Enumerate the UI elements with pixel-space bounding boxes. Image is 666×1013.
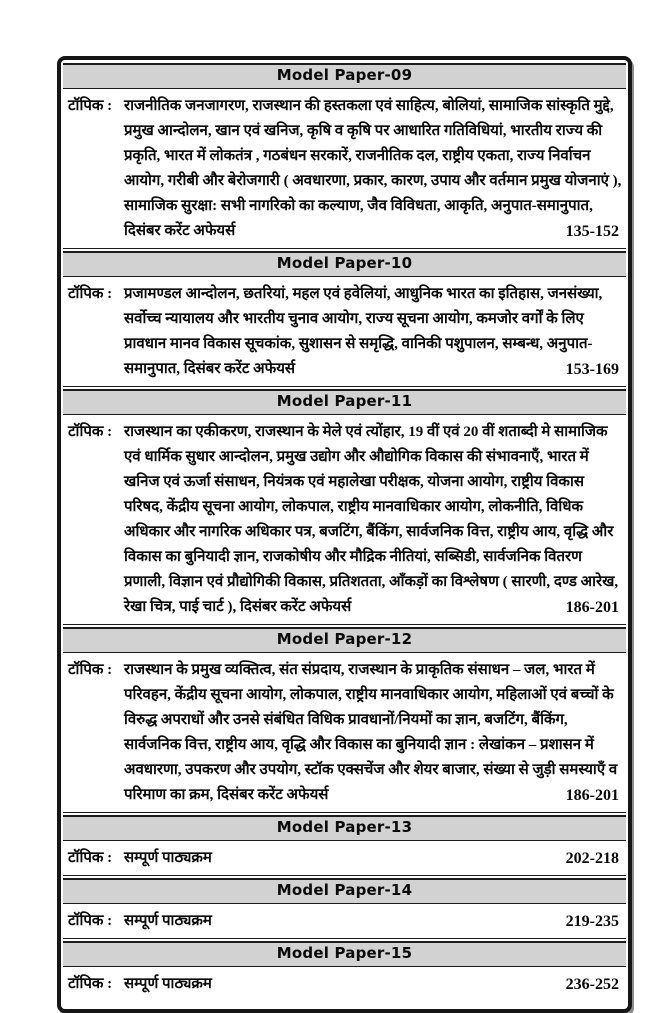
topic-text: प्रजामण्डल आन्दोलन, छतरियां, महल एवं हवेलियां, आधुनिक भारत का इतिहास, जनसंख्या, सर्वोच्च न्यायालय और भारतीय चुनाव आयोग, राज्य सूचना आयोग, कमजोर वर्गों के लिए प्रावधान मानव विकास सूचकांक, सुशासन से समृद्धि, वानिकी पशुपालन, सम्बन्ध, अनुपात-समानुपात, दिसंबर करेंट अफेयर्स [124,286,603,377]
topic-label: टॉपिक : [68,424,113,440]
section-header [63,878,626,904]
page-range: 135-152 [565,223,619,240]
topic-paragraph [68,909,623,934]
section-title: Model Paper-09 [276,66,413,84]
topic-label: टॉपिक : [68,850,113,866]
page-range: 219-235 [565,913,619,930]
section-body [63,277,626,386]
section-title: Model Paper-13 [276,818,413,836]
section-body [63,653,626,812]
model-paper-section [63,248,626,386]
section-body [63,89,626,248]
model-paper-section [63,624,626,812]
topic-paragraph [68,658,623,808]
topic-text: सम्पूर्ण पाठ्यक्रम [124,976,212,992]
topic-label: टॉपिक : [68,976,113,992]
section-title: Model Paper-15 [276,944,413,962]
section-title: Model Paper-12 [276,630,413,648]
topic-label: टॉपिक : [68,662,113,678]
topic-label: टॉपिक : [68,913,113,929]
section-header [63,627,626,653]
model-paper-section [63,386,626,624]
section-header [63,251,626,277]
page-range: 202-218 [565,850,619,867]
model-paper-section [63,938,626,1001]
model-paper-section [63,875,626,938]
topic-label: टॉपिक : [68,286,113,302]
topic-paragraph [68,94,623,244]
model-paper-section [63,63,626,248]
section-header [63,815,626,841]
topic-paragraph [68,846,623,871]
topic-text: राजस्थान के प्रमुख व्यक्तित्व, संत संप्रदाय, राजस्थान के प्राकृतिक संसाधन – जल, भारत में परिवहन, केंद्रीय सूचना आयोग, लोकपाल, राष्ट्रीय मानवाधिकार आयोग, महिलाओं एवं बच्चों के विरुद्ध अपराधों और उनसे संबंधित विधिक प्रावधानों/नियमों का ज्ञान, बजटिंग, बैंकिंग, सार्वजनिक वित्त, राष्ट्रीय आय, वृद्धि और विकास का बुनियादी ज्ञान : लेखांकन – प्रशासन में अवधारणा, उपकरण और उपयोग, स्टॉक एक्सचेंज और शेयर बाजार, संख्या से जुड़ी समस्याएँ व परिमाण का क्रम, दिसंबर करेंट अफेयर्स [124,662,618,803]
section-body [63,841,626,875]
section-body [63,904,626,938]
section-body [63,967,626,1001]
topic-text: सम्पूर्ण पाठ्यक्रम [124,850,212,866]
section-body [63,415,626,624]
topic-paragraph [68,282,623,382]
section-header [63,63,626,89]
topic-label: टॉपिक : [68,98,113,114]
page-range: 236-252 [565,976,619,993]
page-range: 186-201 [565,787,619,804]
model-paper-section [63,812,626,875]
topic-paragraph [68,972,623,997]
section-title: Model Paper-10 [276,254,413,272]
section-title: Model Paper-14 [276,881,413,899]
document-frame [57,56,632,1013]
topic-text: राजस्थान का एकीकरण, राजस्थान के मेले एवं त्योंहार, 19 वीं एवं 20 वीं शताब्दी मे सामाजिक एवं धार्मिक सुधार आन्दोलन, प्रमुख उद्योग और औद्योगिक विकास की संभावनाएँ, भारत में खनिज एवं ऊर्जा संसाधन, नियंत्रक एवं महालेखा परीक्षक, योजना आयोग, राष्ट्रीय विकास परिषद, केंद्रीय सूचना आयोग, लोकपाल, राष्ट्रीय मानवाधिकार आयोग, लोकनीति, विधिक अधिकार और नागरिक अधिकार पत्र, बजटिंग, बैंकिंग, सार्वजनिक वित्त, राष्ट्रीय आय, वृद्धि और विकास का बुनियादी ज्ञान, राजकोषीय और मौद्रिक नीतियां, सब्सिडी, सार्वजनिक वितरण प्रणाली, विज्ञान एवं प्रौद्योगिकी विकास, प्रतिशतता, आँकड़ों का विश्लेषण ( सारणी, दण्ड आरेख, रेखा चित्र, पाई चार्ट ), दिसंबर करेंट अफेयर्स [124,424,619,615]
page-range: 186-201 [565,599,619,616]
topic-text: सम्पूर्ण पाठ्यक्रम [124,913,212,929]
section-header [63,941,626,967]
section-header [63,389,626,415]
page-range: 153-169 [565,361,619,378]
section-title: Model Paper-11 [276,392,413,410]
topic-text: राजनीतिक जनजागरण, राजस्थान की हस्तकला एवं साहित्य, बोलियां, सामाजिक सांस्कृति मुद्दे, प्रमुख आन्दोलन, खान एवं खनिज, कृषि व कृषि पर आधारित गतिविधियां, भारतीय राज्य की प्रकृति, भारत में लोकतंत्र , गठबंधन सरकारें, राजनीतिक दल, राष्ट्रीय एकता, राज्य निर्वाचन आयोग, गरीबी और बेरोजगारी ( अवधारणा, प्रकार, कारण, उपाय और वर्तमान प्रमुख योजनाएं ), सामाजिक सुरक्षा: सभी नागरिको का कल्याण, जैव विविधता, आकृति, अनुपात-समानुपात, दिसंबर करेंट अफेयर्स [124,98,622,239]
topic-paragraph [68,420,623,620]
